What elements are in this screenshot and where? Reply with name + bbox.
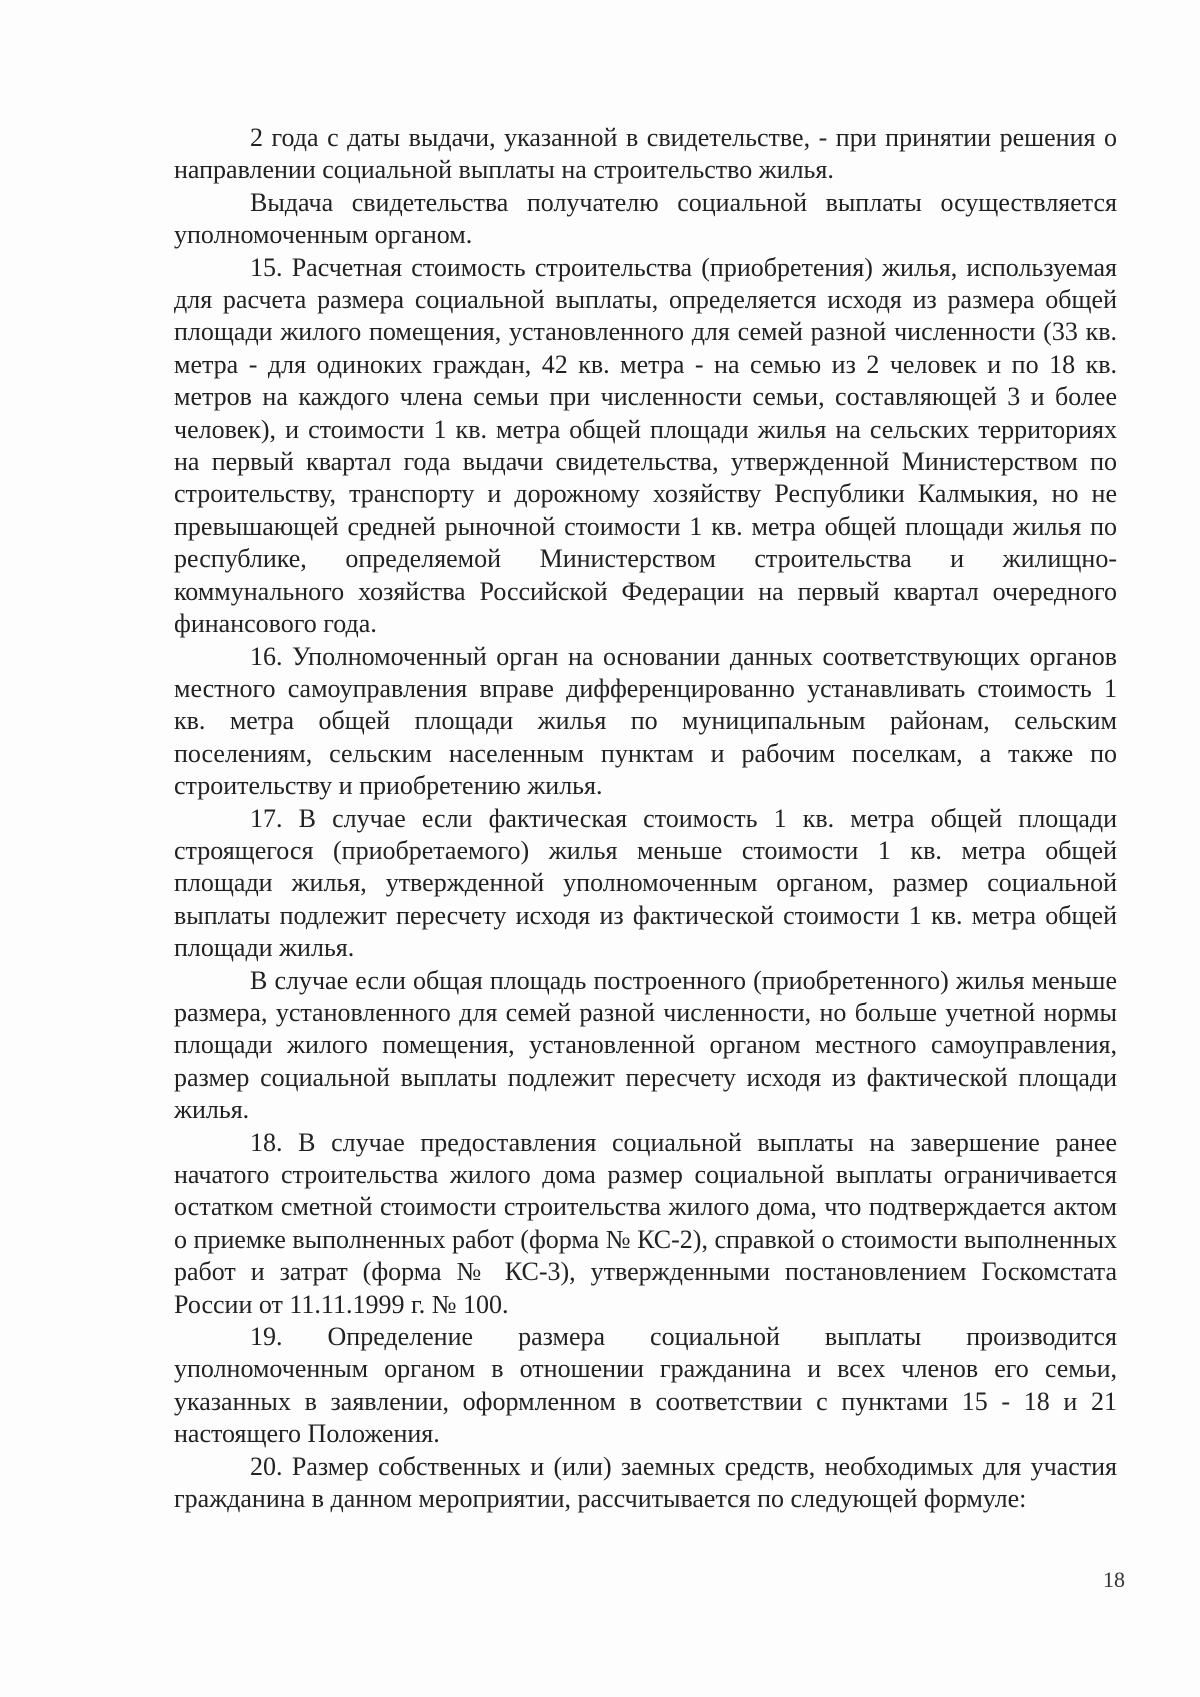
paragraph-19: 19. Определение размера социальной выплаты производится уполномоченным органом в отношении гражданина и всех членов его семьи, указанных в заявлении, оформленном в соответствии с пунктами 15 - 18 и 21 настоящего Положения. <box>174 1322 1117 1449</box>
page-number: 18 <box>1103 1567 1125 1592</box>
document-body <box>174 122 1117 1515</box>
paragraph-17: 17. В случае если фактическая стоимость 1 кв. метра общей площади строящегося (приобретаемого) жилья меньше стоимости 1 кв. метра общей площади жилья, утвержденной уполномоченным органом, размер социальной выплаты подлежит пересчету исходя из фактической стоимости 1 кв. метра общей площади жилья. <box>174 803 1117 963</box>
paragraph-20: 20. Размер собственных и (или) заемных средств, необходимых для участия гражданина в данном мероприятии, рассчитывается по следующей формуле: <box>174 1451 1117 1514</box>
paragraph-17-continued: В случае если общая площадь построенного (приобретенного) жилья меньше размера, установленного для семей разной численности, но больше учетной нормы площади жилого помещения, установленной органом местного самоуправления, размер социальной выплаты подлежит пересчету исходя из фактической площади жилья. <box>174 965 1117 1125</box>
paragraph-16: 16. Уполномоченный орган на основании данных соответствующих органов местного самоуправления вправе дифференцированно устанавливать стоимость 1 кв. метра общей площади жилья по муниципальным районам, сельским поселениям, сельским населенным пунктам и рабочим поселкам, а также по строительству и приобретению жилья. <box>174 641 1117 801</box>
paragraph-18: 18. В случае предоставления социальной выплаты на завершение ранее начатого строительства жилого дома размер социальной выплаты ограничивается остатком сметной стоимости строительства жилого дома, что подтверждается актом о приемке выполненных работ (форма № КС-2), справкой о стоимости выполненных работ и затрат (форма № КС-3), утвержденными постановлением Госкомстата России от 11.11.1999 г. № 100. <box>174 1127 1117 1319</box>
paragraph-issue-term: 2 года с даты выдачи, указанной в свидетельстве, - при принятии решения о направлении социальной выплаты на строительство жилья. <box>174 123 1117 185</box>
paragraph-certificate-issuance: Выдача свидетельства получателю социальной выплаты осуществляется уполномоченным органом. <box>174 187 1117 250</box>
paragraph-15: 15. Расчетная стоимость строительства (приобретения) жилья, используемая для расчета размера социальной выплаты, определяется исходя из размера общей площади жилого помещения, установленного для семей разной численности (33 кв. метра - для одиноких граждан, 42 кв. метра - на семью из 2 человек и по 18 кв. метров на каждого члена семьи при численности семьи, составляющей 3 и более человек), и стоимости 1 кв. метра общей площади жилья на сельских территориях на первый квартал года выдачи свидетельства, утвержденной Министерством по строительству, транспорту и дорожному хозяйству Республики Калмыкия, но не превышающей средней рыночной стоимости 1 кв. метра общей площади жилья по республике, определяемой Министерством строительства и жилищно-коммунального хозяйства Российской Федерации на первый квартал очередного финансового года. <box>174 252 1117 639</box>
